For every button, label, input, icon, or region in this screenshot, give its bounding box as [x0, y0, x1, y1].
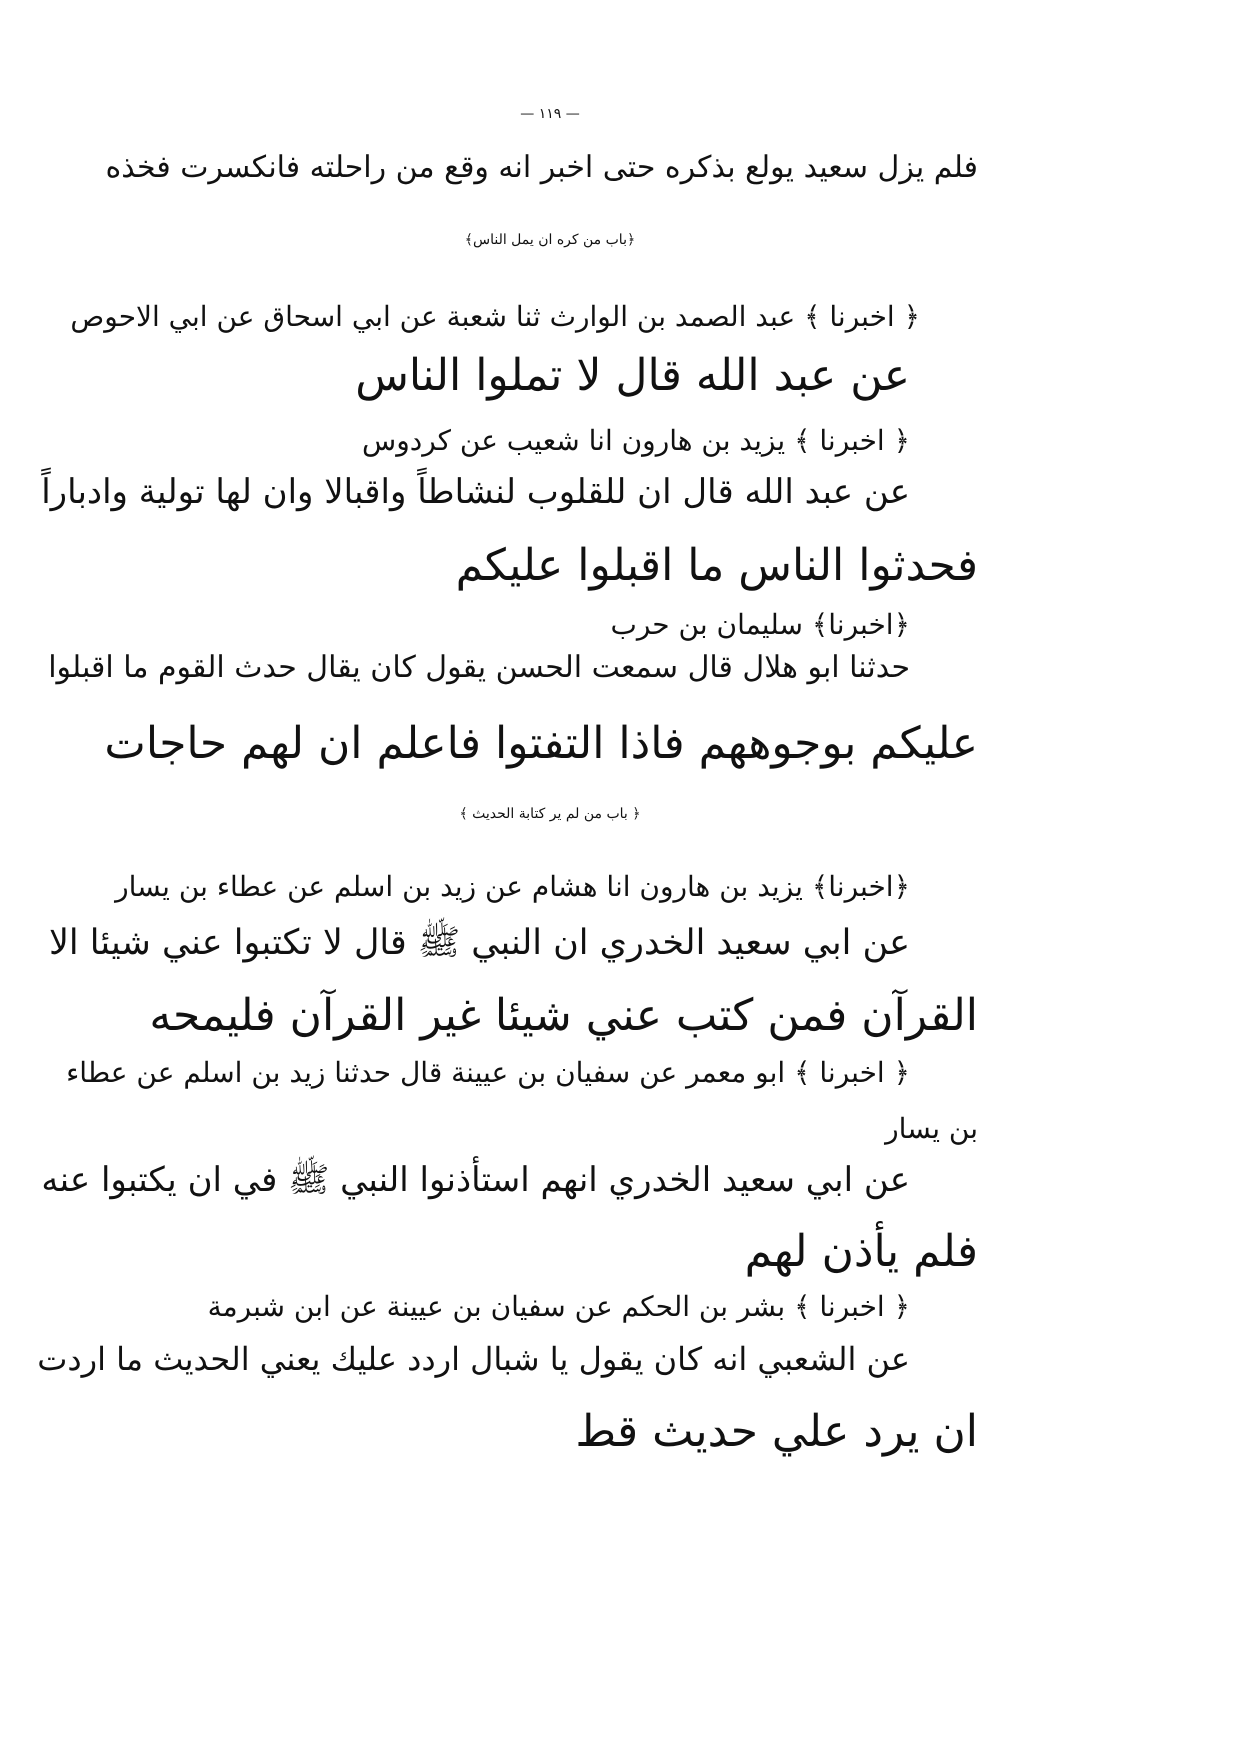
text-line: فلم يزل سعيد يولع بذكره حتى اخبر انه وقع من راحلته فانكسرت فخذه: [105, 150, 978, 185]
text-line: عن الشعبي انه كان يقول يا شبال اردد عليك يعني الحديث ما اردت: [37, 1340, 910, 1378]
isnad-line: ﴿اخبرنا﴾ يزيد بن هارون انا هشام عن زيد بن اسلم عن عطاء بن يسار: [115, 870, 910, 903]
isnad-line: ﴿اخبرنا﴾ سليمان بن حرب: [610, 608, 910, 641]
text-line: فحدثوا الناس ما اقبلوا عليكم: [455, 540, 978, 591]
text-line: ان يرد علي حديث قط: [575, 1406, 978, 1457]
isnad-line: ﴿ اخبرنا ﴾ عبد الصمد بن الوارث ثنا شعبة عن ابي اسحاق عن ابي الاحوص: [70, 300, 920, 333]
isnad-line: ﴿ اخبرنا ﴾ ابو معمر عن سفيان بن عيينة قال حدثنا زيد بن اسلم عن عطاء: [66, 1056, 910, 1089]
text-line: القرآن فمن كتب عني شيئا غير القرآن فليمحه: [149, 990, 978, 1041]
section-heading: ﴿باب من كره ان يمل الناس﴾: [464, 232, 636, 248]
text-line: عليكم بوجوههم فاذا التفتوا فاعلم ان لهم حاجات: [104, 718, 978, 769]
isnad-line: بن يسار: [885, 1112, 978, 1145]
text-line: عن عبد الله قال لا تملوا الناس: [355, 350, 910, 401]
isnad-line: ﴿ اخبرنا ﴾ يزيد بن هارون انا شعيب عن كردوس: [362, 424, 910, 457]
text-line: عن ابي سعيد الخدري انهم استأذنوا النبي ﷺ في ان يكتبوا عنه: [41, 1160, 910, 1200]
isnad-line: ﴿ اخبرنا ﴾ بشر بن الحكم عن سفيان بن عيينة عن ابن شبرمة: [207, 1290, 910, 1323]
page-number: — ١١٩ —: [520, 106, 580, 122]
text-line: عن ابي سعيد الخدري ان النبي ﷺ قال لا تكتبوا عني شيئا الا: [48, 923, 910, 963]
section-heading: ﴿ باب من لم ير كتابة الحديث ﴾: [459, 806, 641, 822]
text-line: حدثنا ابو هلال قال سمعت الحسن يقول كان يقال حدث القوم ما اقبلوا: [48, 650, 910, 685]
text-line: عن عبد الله قال ان للقلوب لنشاطاً واقبالا وان لها تولية وادباراً: [41, 472, 910, 512]
text-line: فلم يأذن لهم: [744, 1226, 978, 1277]
